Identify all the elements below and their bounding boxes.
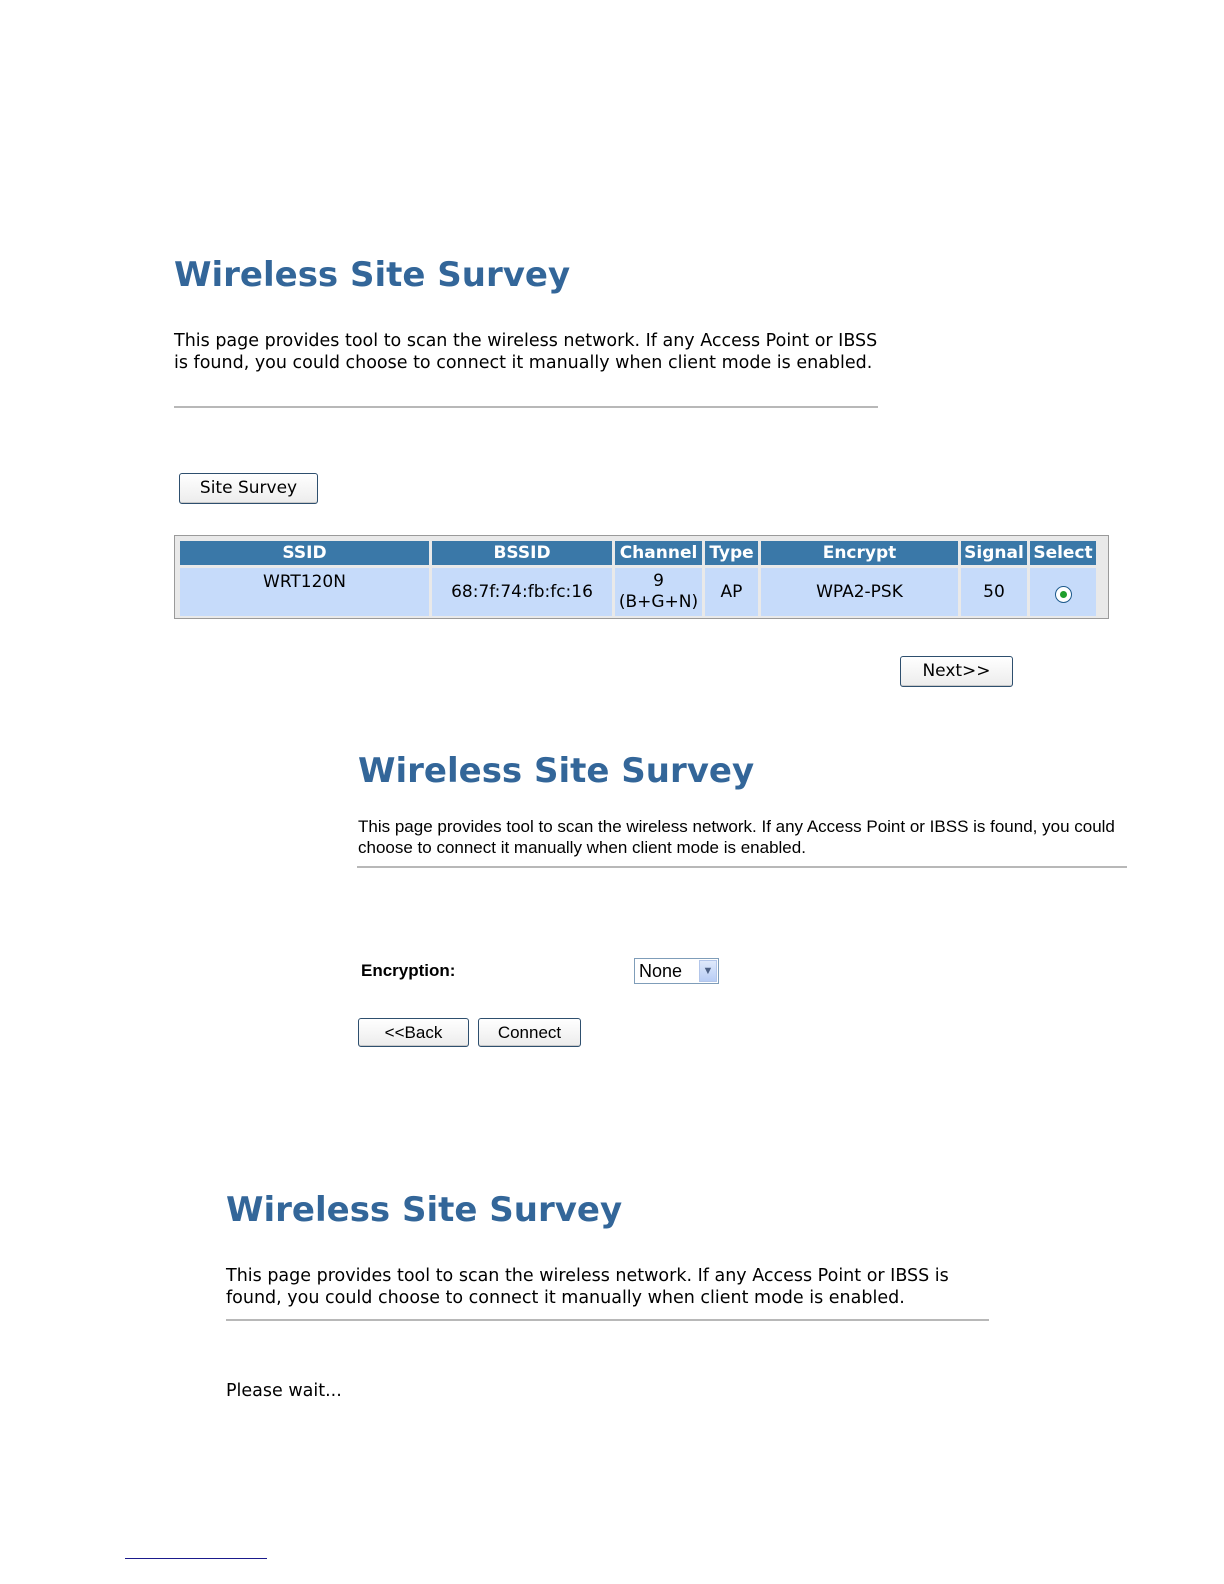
ssid-cell: WRT120N: [180, 568, 429, 616]
page-description: This page provides tool to scan the wireless network. If any Access Point or IBSS is found, you could choose to connect it manually when client mode is enabled.: [174, 331, 878, 373]
page-description: This page provides tool to scan the wireless network. If any Access Point or IBSS is found, you could choose to connect it manually when client mode is enabled.: [358, 817, 1115, 857]
column-header-type: Type: [705, 541, 758, 565]
column-header-select: Select: [1030, 541, 1096, 565]
site-survey-button[interactable]: Site Survey: [179, 473, 318, 504]
column-header-ssid: SSID: [180, 541, 429, 565]
footnote-divider: [125, 1558, 267, 1559]
chevron-down-icon[interactable]: ▼: [699, 960, 717, 982]
page-title: Wireless Site Survey: [226, 1190, 623, 1230]
encryption-selected-value: None: [639, 961, 683, 981]
column-header-bssid: BSSID: [432, 541, 612, 565]
next-button[interactable]: Next>>: [900, 656, 1013, 687]
page-title: Wireless Site Survey: [174, 255, 571, 295]
connect-button[interactable]: Connect: [478, 1018, 581, 1047]
encrypt-cell: WPA2-PSK: [761, 568, 958, 616]
back-button[interactable]: <<Back: [358, 1018, 469, 1047]
column-header-signal: Signal: [961, 541, 1027, 565]
page-title: Wireless Site Survey: [358, 751, 755, 791]
page-description: This page provides tool to scan the wireless network. If any Access Point or IBSS is found, you could choose to connect it manually when client mode is enabled.: [226, 1266, 949, 1308]
divider: [226, 1319, 989, 1321]
channel-number: 9: [653, 571, 664, 591]
encryption-label: Encryption:: [361, 961, 456, 980]
type-cell: AP: [705, 568, 758, 616]
signal-cell: 50: [961, 568, 1027, 616]
channel-mode: (B+G+N): [618, 592, 699, 612]
bssid-cell: 68:7f:74:fb:fc:16: [432, 568, 612, 616]
status-text: Please wait...: [226, 1381, 342, 1401]
column-header-encrypt: Encrypt: [761, 541, 958, 565]
column-header-channel: Channel: [615, 541, 702, 565]
